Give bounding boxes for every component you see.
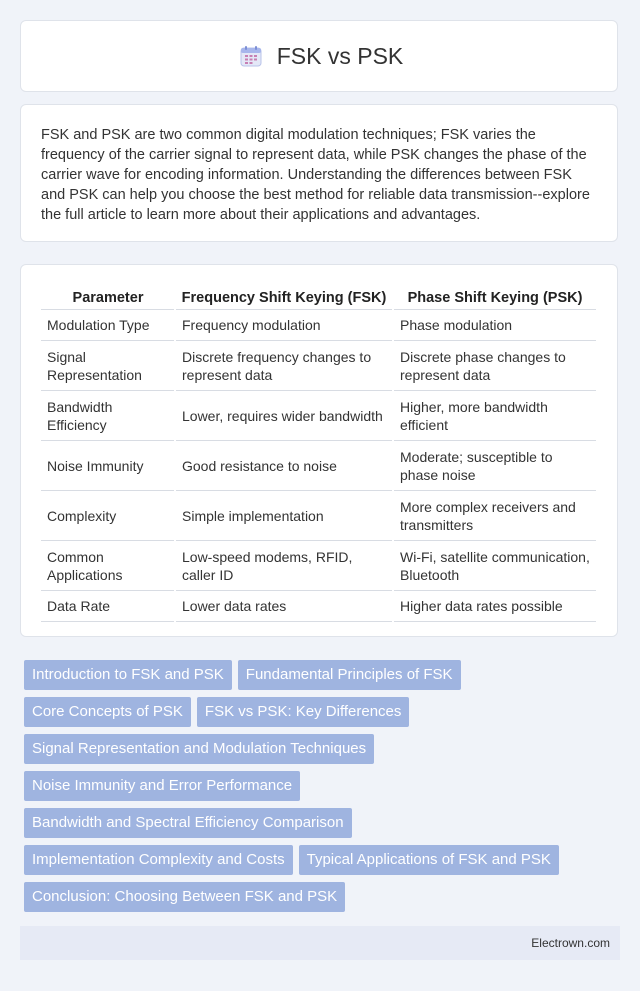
table-cell: Moderate; susceptible to phase noise [393,441,597,491]
table-cell: Discrete phase changes to represent data [393,341,597,391]
table-row [41,310,597,341]
table-row [41,441,597,491]
table-cell: Signal Representation [41,341,175,391]
table-cell: More complex receivers and transmitters [393,491,597,541]
footer-brand: Electrown.com [531,936,610,950]
topic-tag-link[interactable]: Introduction to FSK and PSK [24,660,232,690]
table-row [41,591,597,622]
table-cell: Lower, requires wider bandwidth [175,391,393,441]
column-header: Frequency Shift Keying (FSK) [175,285,393,310]
topic-tag-link[interactable]: Conclusion: Choosing Between FSK and PSK [24,882,345,912]
table-cell: Low-speed modems, RFID, caller ID [175,541,393,591]
table-cell: Wi-Fi, satellite communication, Bluetooth [393,541,597,591]
topic-tag-link[interactable]: FSK vs PSK: Key Differences [197,697,409,727]
table-cell: Good resistance to noise [175,441,393,491]
table-cell: Common Applications [41,541,175,591]
topic-tag-link[interactable]: Core Concepts of PSK [24,697,191,727]
table-cell: Complexity [41,491,175,541]
table-cell: Discrete frequency changes to represent data [175,341,393,391]
footer [20,926,620,960]
table-cell: Modulation Type [41,310,175,341]
comparison-table-card [20,264,618,637]
intro-text: FSK and PSK are two common digital modulation techniques; FSK varies the frequency of the carrier signal to represent data, while PSK changes the phase of the carrier wave for encoding information. Understanding the differences between FSK and PSK can help you choose the best method for reliable data transmission--explore the full article to learn more about their applications and advantages. [41,127,590,223]
table-cell: Data Rate [41,591,175,622]
intro-card [20,104,618,242]
topic-tag-link[interactable]: Typical Applications of FSK and PSK [299,845,559,875]
table-cell: Higher, more bandwidth efficient [393,391,597,441]
table-cell: Frequency modulation [175,310,393,341]
table-row [41,541,597,591]
table-cell: Noise Immunity [41,441,175,491]
table-cell: Phase modulation [393,310,597,341]
topic-tags [24,660,604,919]
table-row [41,341,597,391]
table-cell: Lower data rates [175,591,393,622]
table-cell: Simple implementation [175,491,393,541]
table-cell: Bandwidth Efficiency [41,391,175,441]
topic-tag-link[interactable]: Noise Immunity and Error Performance [24,771,300,801]
calendar-grid-icon [235,40,267,72]
table-row [41,391,597,441]
table-header-row [41,285,597,310]
column-header: Parameter [41,285,175,310]
topic-tag-link[interactable]: Bandwidth and Spectral Efficiency Comparison [24,808,352,838]
topic-tag-link[interactable]: Signal Representation and Modulation Techniques [24,734,374,764]
page-title: FSK vs PSK [276,42,404,69]
topic-tag-link[interactable]: Fundamental Principles of FSK [238,660,461,690]
topic-tag-link[interactable]: Implementation Complexity and Costs [24,845,293,875]
column-header: Phase Shift Keying (PSK) [393,285,597,310]
table-row [41,491,597,541]
table-cell: Higher data rates possible [393,591,597,622]
header-card [20,20,618,92]
comparison-table [41,285,598,622]
